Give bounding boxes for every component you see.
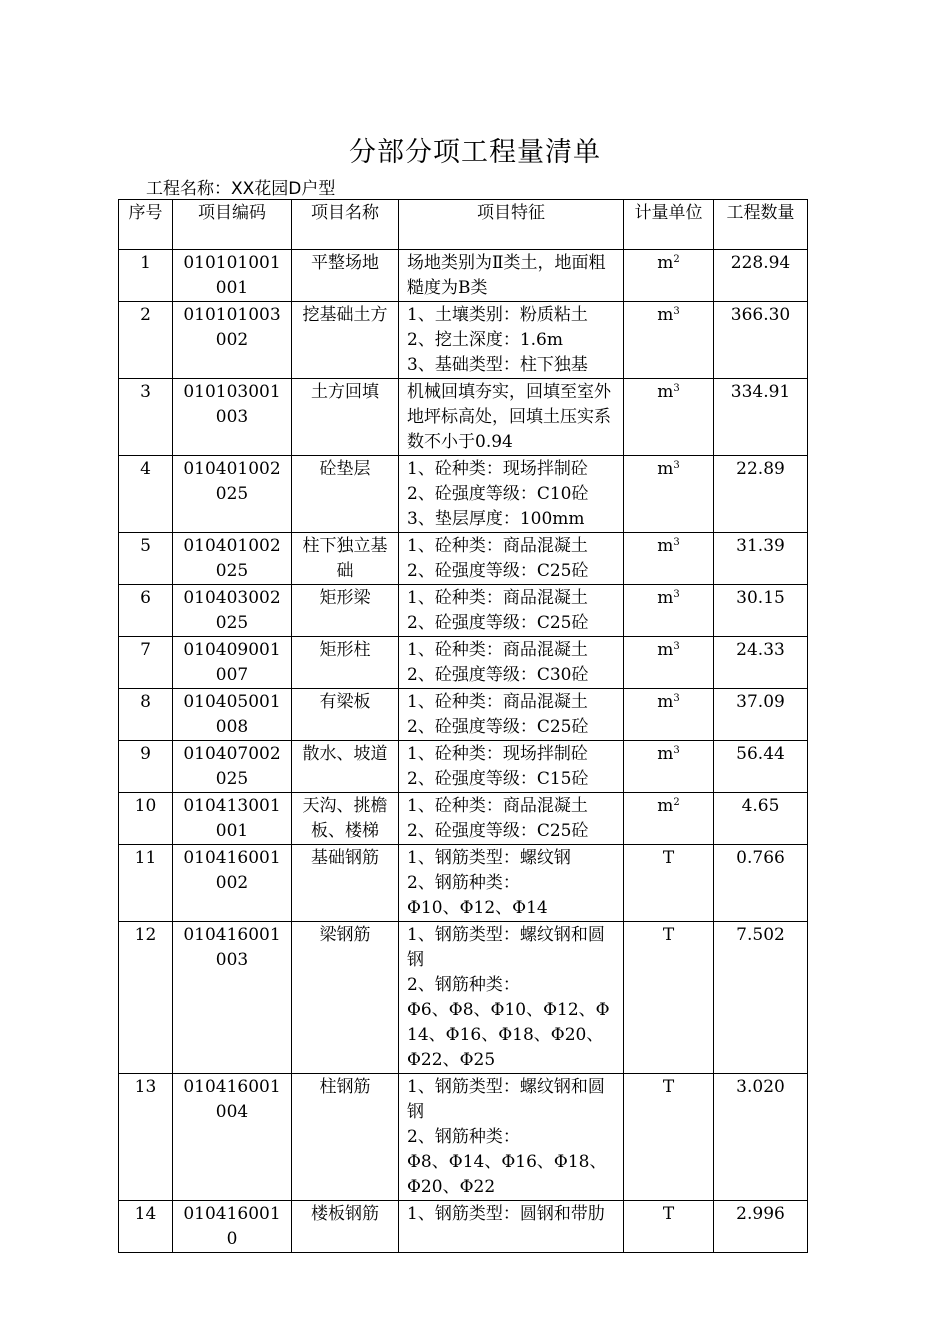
cell-qty: 30.15 xyxy=(714,585,808,637)
cell-feature xyxy=(399,793,624,845)
cell-seq: 9 xyxy=(119,741,173,793)
cell-unit xyxy=(624,845,714,922)
unit-exponent: 3 xyxy=(673,693,680,704)
cell-name: 柱下独立基础 xyxy=(292,533,399,585)
header-unit: 计量单位 xyxy=(624,200,714,250)
unit-base: m xyxy=(657,796,674,816)
table-row xyxy=(119,1074,808,1201)
table-row xyxy=(119,533,808,585)
feature-line: 1、钢筋类型：螺纹钢和圆钢 xyxy=(407,925,605,970)
cell-feature xyxy=(399,456,624,533)
feature-line: 3、垫层厚度：100mm xyxy=(407,509,585,529)
cell-seq: 2 xyxy=(119,302,173,379)
feature-line: Φ10、Φ12、Φ14 xyxy=(407,898,548,918)
feature-line: 2、钢筋种类： xyxy=(407,873,520,893)
feature-line: 2、砼强度等级：C25砼 xyxy=(407,821,589,841)
cell-name: 砼垫层 xyxy=(292,456,399,533)
cell-unit xyxy=(624,302,714,379)
feature-line: 1、钢筋类型：螺纹钢 xyxy=(407,848,571,868)
cell-qty: 4.65 xyxy=(714,793,808,845)
table-row xyxy=(119,1201,808,1253)
feature-line: 2、钢筋种类： xyxy=(407,1127,520,1147)
feature-line: 1、砼种类：商品混凝土 xyxy=(407,536,588,556)
feature-line: 2、砼强度等级：C30砼 xyxy=(407,665,589,685)
cell-code: 010405001008 xyxy=(173,689,292,741)
cell-qty: 7.502 xyxy=(714,922,808,1074)
cell-qty: 37.09 xyxy=(714,689,808,741)
cell-seq: 10 xyxy=(119,793,173,845)
table-header-row xyxy=(119,200,808,250)
cell-code: 010413001001 xyxy=(173,793,292,845)
cell-unit xyxy=(624,250,714,302)
table-row xyxy=(119,689,808,741)
cell-qty: 24.33 xyxy=(714,637,808,689)
cell-qty: 366.30 xyxy=(714,302,808,379)
table-row xyxy=(119,456,808,533)
cell-unit xyxy=(624,922,714,1074)
cell-seq: 6 xyxy=(119,585,173,637)
unit-base: m xyxy=(657,253,674,273)
cell-unit xyxy=(624,1201,714,1253)
cell-seq: 8 xyxy=(119,689,173,741)
cell-name: 有梁板 xyxy=(292,689,399,741)
cell-code: 010401002025 xyxy=(173,456,292,533)
cell-code: 010103001003 xyxy=(173,379,292,456)
cell-code: 010101001001 xyxy=(173,250,292,302)
cell-name: 矩形柱 xyxy=(292,637,399,689)
unit-exponent: 3 xyxy=(673,641,680,652)
feature-line: 1、砼种类：现场拌制砼 xyxy=(407,459,588,479)
cell-code: 010403002025 xyxy=(173,585,292,637)
unit-exponent: 3 xyxy=(673,306,680,317)
feature-line: 机械回填夯实，回填至室外地坪标高处，回填土压实系数不小于0.94 xyxy=(407,382,611,452)
unit-base: T xyxy=(662,848,675,868)
cell-code: 010401002025 xyxy=(173,533,292,585)
cell-seq: 13 xyxy=(119,1074,173,1201)
cell-code: 010416001003 xyxy=(173,922,292,1074)
feature-line: 3、基础类型：柱下独基 xyxy=(407,355,588,375)
cell-seq: 14 xyxy=(119,1201,173,1253)
cell-code: 010101003002 xyxy=(173,302,292,379)
header-seq: 序号 xyxy=(119,200,173,250)
cell-qty: 31.39 xyxy=(714,533,808,585)
cell-feature xyxy=(399,379,624,456)
cell-name: 基础钢筋 xyxy=(292,845,399,922)
feature-line: 1、砼种类：商品混凝土 xyxy=(407,796,588,816)
table-row xyxy=(119,793,808,845)
cell-code: 010416001002 xyxy=(173,845,292,922)
unit-exponent: 3 xyxy=(673,745,680,756)
feature-line: 2、砼强度等级：C15砼 xyxy=(407,769,589,789)
cell-seq: 4 xyxy=(119,456,173,533)
cell-unit xyxy=(624,585,714,637)
cell-name: 梁钢筋 xyxy=(292,922,399,1074)
cell-seq: 1 xyxy=(119,250,173,302)
unit-base: m xyxy=(657,640,674,660)
cell-unit xyxy=(624,456,714,533)
feature-line: 2、砼强度等级：C10砼 xyxy=(407,484,589,504)
cell-feature xyxy=(399,533,624,585)
feature-line: 2、挖土深度：1.6m xyxy=(407,330,563,350)
unit-base: T xyxy=(662,1077,675,1097)
cell-unit xyxy=(624,637,714,689)
cell-seq: 12 xyxy=(119,922,173,1074)
table-row xyxy=(119,845,808,922)
unit-exponent: 3 xyxy=(673,537,680,548)
feature-line: 1、砼种类：商品混凝土 xyxy=(407,588,588,608)
table-row xyxy=(119,585,808,637)
table-row xyxy=(119,637,808,689)
unit-base: m xyxy=(657,305,674,325)
cell-seq: 3 xyxy=(119,379,173,456)
cell-feature xyxy=(399,250,624,302)
unit-exponent: 3 xyxy=(673,383,680,394)
cell-code: 010407002025 xyxy=(173,741,292,793)
cell-feature xyxy=(399,845,624,922)
feature-line: 2、砼强度等级：C25砼 xyxy=(407,561,589,581)
page-title: 分部分项工程量清单 xyxy=(349,137,601,168)
feature-line: 1、砼种类：商品混凝土 xyxy=(407,640,588,660)
cell-seq: 7 xyxy=(119,637,173,689)
cell-code: 0104160010 xyxy=(173,1201,292,1253)
cell-qty: 2.996 xyxy=(714,1201,808,1253)
feature-line: 1、钢筋类型：圆钢和带肋 xyxy=(407,1204,605,1224)
bill-of-quantities-table xyxy=(118,199,808,1253)
feature-line: 1、砼种类：现场拌制砼 xyxy=(407,744,588,764)
table-row xyxy=(119,302,808,379)
cell-code: 010409001007 xyxy=(173,637,292,689)
unit-base: m xyxy=(657,382,674,402)
unit-base: m xyxy=(657,459,674,479)
feature-line: 2、砼强度等级：C25砼 xyxy=(407,717,589,737)
cell-unit xyxy=(624,1074,714,1201)
cell-seq: 11 xyxy=(119,845,173,922)
unit-base: T xyxy=(662,1204,675,1224)
unit-base: m xyxy=(657,536,674,556)
table-row xyxy=(119,379,808,456)
unit-exponent: 3 xyxy=(673,460,680,471)
feature-line: Φ6、Φ8、Φ10、Φ12、Φ14、Φ16、Φ18、Φ20、Φ22、Φ25 xyxy=(407,1000,610,1070)
cell-unit xyxy=(624,533,714,585)
table-row xyxy=(119,741,808,793)
unit-exponent: 2 xyxy=(673,254,680,265)
cell-feature xyxy=(399,1074,624,1201)
unit-base: m xyxy=(657,588,674,608)
cell-name: 楼板钢筋 xyxy=(292,1201,399,1253)
cell-feature xyxy=(399,637,624,689)
unit-exponent: 3 xyxy=(673,589,680,600)
header-name: 项目名称 xyxy=(292,200,399,250)
cell-qty: 228.94 xyxy=(714,250,808,302)
cell-feature xyxy=(399,741,624,793)
cell-code: 010416001004 xyxy=(173,1074,292,1201)
header-feature: 项目特征 xyxy=(399,200,624,250)
unit-base: m xyxy=(657,744,674,764)
cell-name: 柱钢筋 xyxy=(292,1074,399,1201)
feature-line: 1、土壤类别：粉质粘土 xyxy=(407,305,588,325)
cell-feature xyxy=(399,1201,624,1253)
cell-name: 挖基础土方 xyxy=(292,302,399,379)
unit-exponent: 2 xyxy=(673,797,680,808)
table-row xyxy=(119,250,808,302)
cell-qty: 334.91 xyxy=(714,379,808,456)
header-code: 项目编码 xyxy=(173,200,292,250)
cell-name: 土方回填 xyxy=(292,379,399,456)
cell-seq: 5 xyxy=(119,533,173,585)
feature-line: 2、砼强度等级：C25砼 xyxy=(407,613,589,633)
cell-name: 矩形梁 xyxy=(292,585,399,637)
cell-qty: 3.020 xyxy=(714,1074,808,1201)
cell-unit xyxy=(624,689,714,741)
table-row xyxy=(119,922,808,1074)
feature-line: 1、钢筋类型：螺纹钢和圆钢 xyxy=(407,1077,605,1122)
cell-name: 天沟、挑檐板、楼梯 xyxy=(292,793,399,845)
cell-qty: 22.89 xyxy=(714,456,808,533)
cell-unit xyxy=(624,793,714,845)
cell-name: 散水、坡道 xyxy=(292,741,399,793)
cell-qty: 0.766 xyxy=(714,845,808,922)
unit-base: T xyxy=(662,925,675,945)
cell-feature xyxy=(399,585,624,637)
header-qty: 工程数量 xyxy=(714,200,808,250)
cell-qty: 56.44 xyxy=(714,741,808,793)
project-name: 工程名称：XX花园D户型 xyxy=(146,179,336,199)
cell-feature xyxy=(399,689,624,741)
cell-name: 平整场地 xyxy=(292,250,399,302)
feature-line: 场地类别为Ⅱ类土，地面粗糙度为B类 xyxy=(407,253,606,298)
unit-base: m xyxy=(657,692,674,712)
cell-feature xyxy=(399,922,624,1074)
feature-line: 1、砼种类：商品混凝土 xyxy=(407,692,588,712)
cell-unit xyxy=(624,741,714,793)
cell-unit xyxy=(624,379,714,456)
feature-line: 2、钢筋种类： xyxy=(407,975,520,995)
cell-feature xyxy=(399,302,624,379)
feature-line: Φ8、Φ14、Φ16、Φ18、Φ20、Φ22 xyxy=(407,1152,607,1197)
